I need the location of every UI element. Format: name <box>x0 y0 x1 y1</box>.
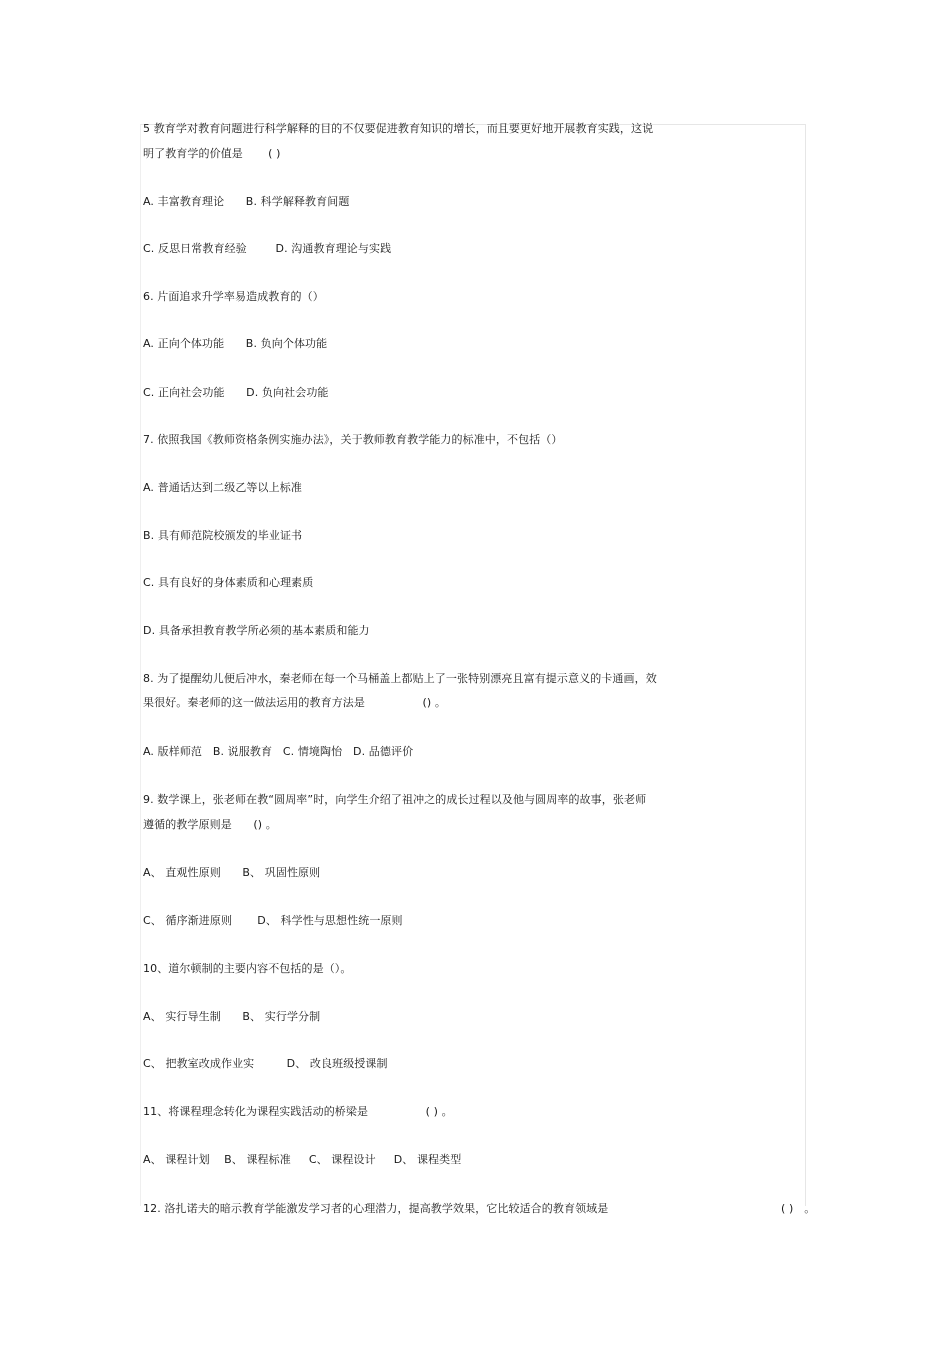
q5-stem-line-2: 明了教育学的价值是 ( ) <box>143 147 281 160</box>
q8-stem-line-2: 果很好。秦老师的这一做法运用的教育方法是 () 。 <box>143 696 447 709</box>
q7-option-b: B. 具有师范院校颁发的毕业证书 <box>143 529 303 542</box>
q8-options: A. 版样师范 B. 说服教育 C. 情境陶怡 D. 品德评价 <box>143 745 414 758</box>
q6-stem: 6. 片面追求升学率易造成教育的（） <box>143 290 324 303</box>
q10-options-cd: C、 把教室改成作业实 D、 改良班级授课制 <box>143 1057 388 1070</box>
q7-option-d: D. 具备承担教育教学所必须的基本素质和能力 <box>143 624 370 637</box>
q5-options-cd: C. 反思日常教育经验 D. 沟通教育理论与实践 <box>143 242 392 255</box>
q5-stem-line-1: 5 教育学对教育问题进行科学解释的目的不仅要促进教育知识的增长，而且要更好地开展教育实践，这说 <box>143 122 654 135</box>
q10-stem: 10、道尔顿制的主要内容不包括的是（）。 <box>143 962 352 975</box>
q6-options-ab: A. 正向个体功能 B. 负向个体功能 <box>143 337 328 350</box>
q12-stem: 12. 洛扎诺夫的暗示教育学能激发学习者的心理潜力，提高教学效果，它比较适合的教育领域是 ( ) 。 <box>143 1202 816 1215</box>
q8-stem-line-1: 8. 为了提醒幼儿便后冲水，秦老师在每一个马桶盖上都贴上了一张特别漂亮且富有提示意义的卡通画，效 <box>143 672 657 685</box>
q11-stem: 11、将课程理念转化为课程实践活动的桥梁是 ( ) 。 <box>143 1105 453 1118</box>
q10-options-ab: A、 实行导生制 B、 实行学分制 <box>143 1010 321 1023</box>
q7-option-a: A. 普通话达到二级乙等以上标准 <box>143 481 302 494</box>
q6-options-cd: C. 正向社会功能 D. 负向社会功能 <box>143 386 329 399</box>
q7-option-c: C. 具有良好的身体素质和心理素质 <box>143 576 314 589</box>
q11-options: A、 课程计划 B、 课程标准 C、 课程设计 D、 课程类型 <box>143 1153 462 1166</box>
q9-options-ab: A、 直观性原则 B、 巩固性原则 <box>143 866 321 879</box>
q7-stem: 7. 依照我国《教师资格条例实施办法》，关于教师教育教学能力的标准中，不包括（） <box>143 433 563 446</box>
page-frame <box>140 124 806 1206</box>
q5-options-ab: A. 丰富教育理论 B. 科学解释教育间题 <box>143 195 350 208</box>
q9-stem-line-1: 9. 数学课上，张老师在教“圆周率”时，向学生介绍了祖冲之的成长过程以及他与圆周率的故事，张老师 <box>143 793 647 806</box>
q9-stem-line-2: 遵循的教学原则是 () 。 <box>143 818 277 831</box>
q9-options-cd: C、 循序渐进原则 D、 科学性与思想性统一原则 <box>143 914 403 927</box>
